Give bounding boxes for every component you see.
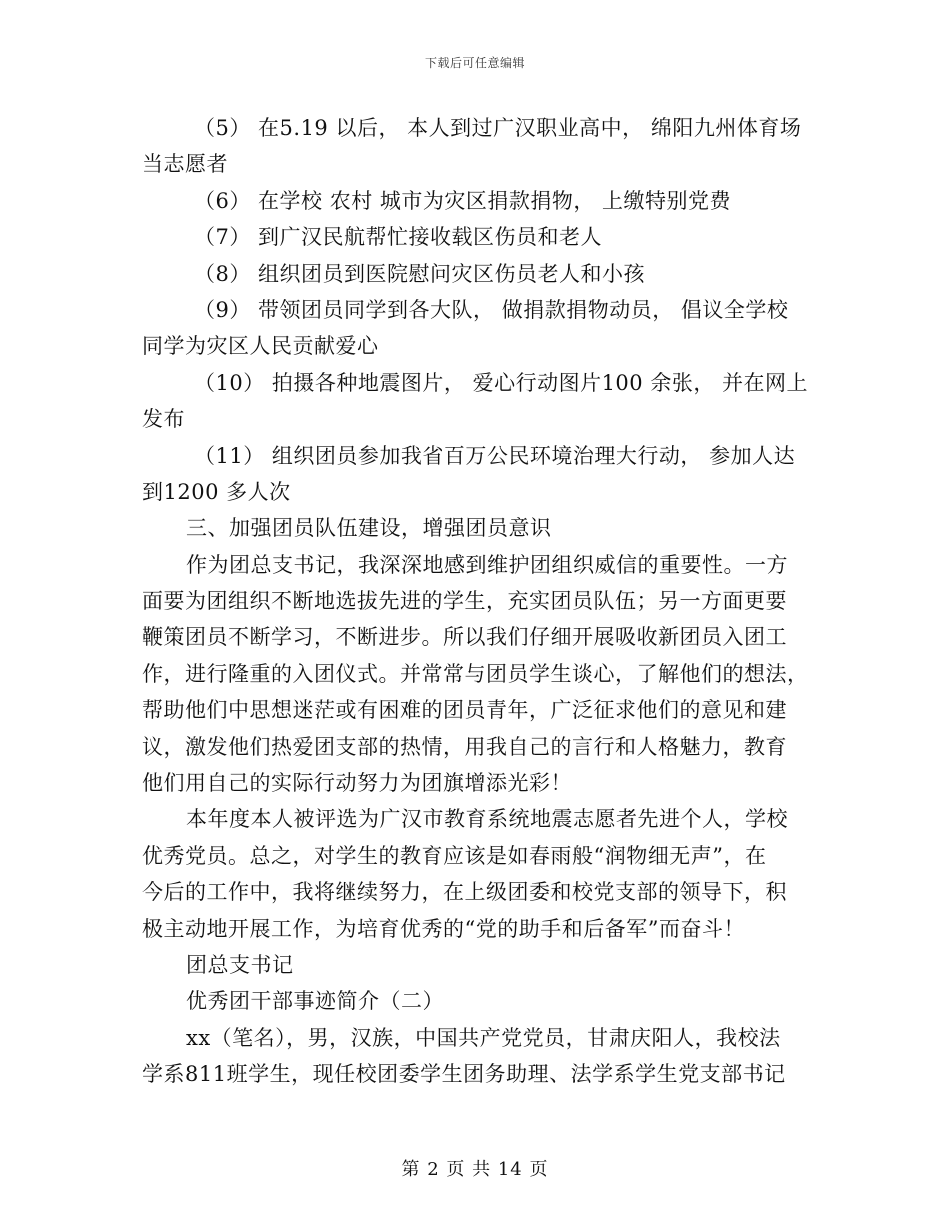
paragraph-line: 他们用自己的实际行动努力为团旗增添光彩！ — [142, 771, 572, 796]
paragraph-line: 作，进行隆重的入团仪式。并常常与团员学生谈心，了解他们的想法， — [142, 661, 809, 686]
paragraph-line: 鞭策团员不断学习，不断进步。所以我们仔细开展吸收新团员入团工 — [142, 625, 787, 650]
paragraph-line: 议，激发他们热爱团支部的热情，用我自己的言行和人格魅力，教育 — [142, 734, 787, 759]
list-item-5-continued: 当志愿者 — [142, 152, 228, 177]
paragraph-line: 帮助他们中思想迷茫或有困难的团员青年，广泛征求他们的意见和建 — [142, 698, 787, 723]
paragraph-line: 作为团总支书记，我深深地感到维护团组织威信的重要性。一方 — [186, 552, 788, 577]
section-title: 优秀团干部事迹简介（二） — [186, 989, 444, 1014]
page-header-note: 下载后可任意编辑 — [424, 56, 525, 70]
list-item-6: （6） 在学校 农村 城市为灾区捐款捐物， 上缴特别党费 — [194, 188, 732, 213]
page-number: 第 2 页 共 14 页 — [401, 1159, 549, 1180]
body-text — [142, 110, 812, 1093]
list-item-11-continued: 到1200 多人次 — [142, 479, 291, 504]
signature-title: 团总支书记 — [186, 952, 294, 977]
list-item-11: （11） 组织团员参加我省百万公民环境治理大行动， 参加人达 — [194, 443, 796, 468]
paragraph-line: 学系811班学生，现任校团委学生团务助理、法学系学生党支部书记 — [142, 1062, 786, 1087]
list-item-10-continued: 发布 — [142, 407, 185, 432]
list-item-9-continued: 同学为灾区人民贡献爱心 — [142, 334, 379, 359]
list-item-7: （7） 到广汉民航帮忙接收载区伤员和老人 — [194, 225, 603, 250]
paragraph-line: 本年度本人被评选为广汉市教育系统地震志愿者先进个人，学校 — [186, 807, 788, 832]
paragraph-line: 面要为团组织不断地选拔先进的学生，充实团员队伍；另一方面更要 — [142, 589, 787, 614]
section-heading-3: 三、加强团员队伍建设，增强团员意识 — [186, 516, 552, 541]
list-item-5: （5） 在5.19 以后， 本人到过广汉职业高中， 绵阳九州体育场 — [194, 116, 802, 140]
list-item-10: （10） 拍摄各种地震图片， 爱心行动图片100 余张， 并在网上 — [194, 370, 809, 395]
paragraph-line: 优秀党员。总之，对学生的教育应该是如春雨般“润物细无声”，在 — [142, 843, 767, 868]
paragraph-line: xx（笔名），男，汉族，中国共产党党员，甘肃庆阳人，我校法 — [186, 1025, 781, 1050]
list-item-8: （8） 组织团员到医院慰问灾区伤员老人和小孩 — [194, 261, 646, 286]
paragraph-line: 今后的工作中，我将继续努力，在上级团委和校党支部的领导下，积 — [142, 880, 787, 905]
paragraph-line: 极主动地开展工作，为培育优秀的“党的助手和后备军”而奋斗！ — [142, 916, 745, 941]
list-item-9: （9） 带领团员同学到各大队， 做捐款捐物动员， 倡议全学校 — [194, 297, 789, 322]
